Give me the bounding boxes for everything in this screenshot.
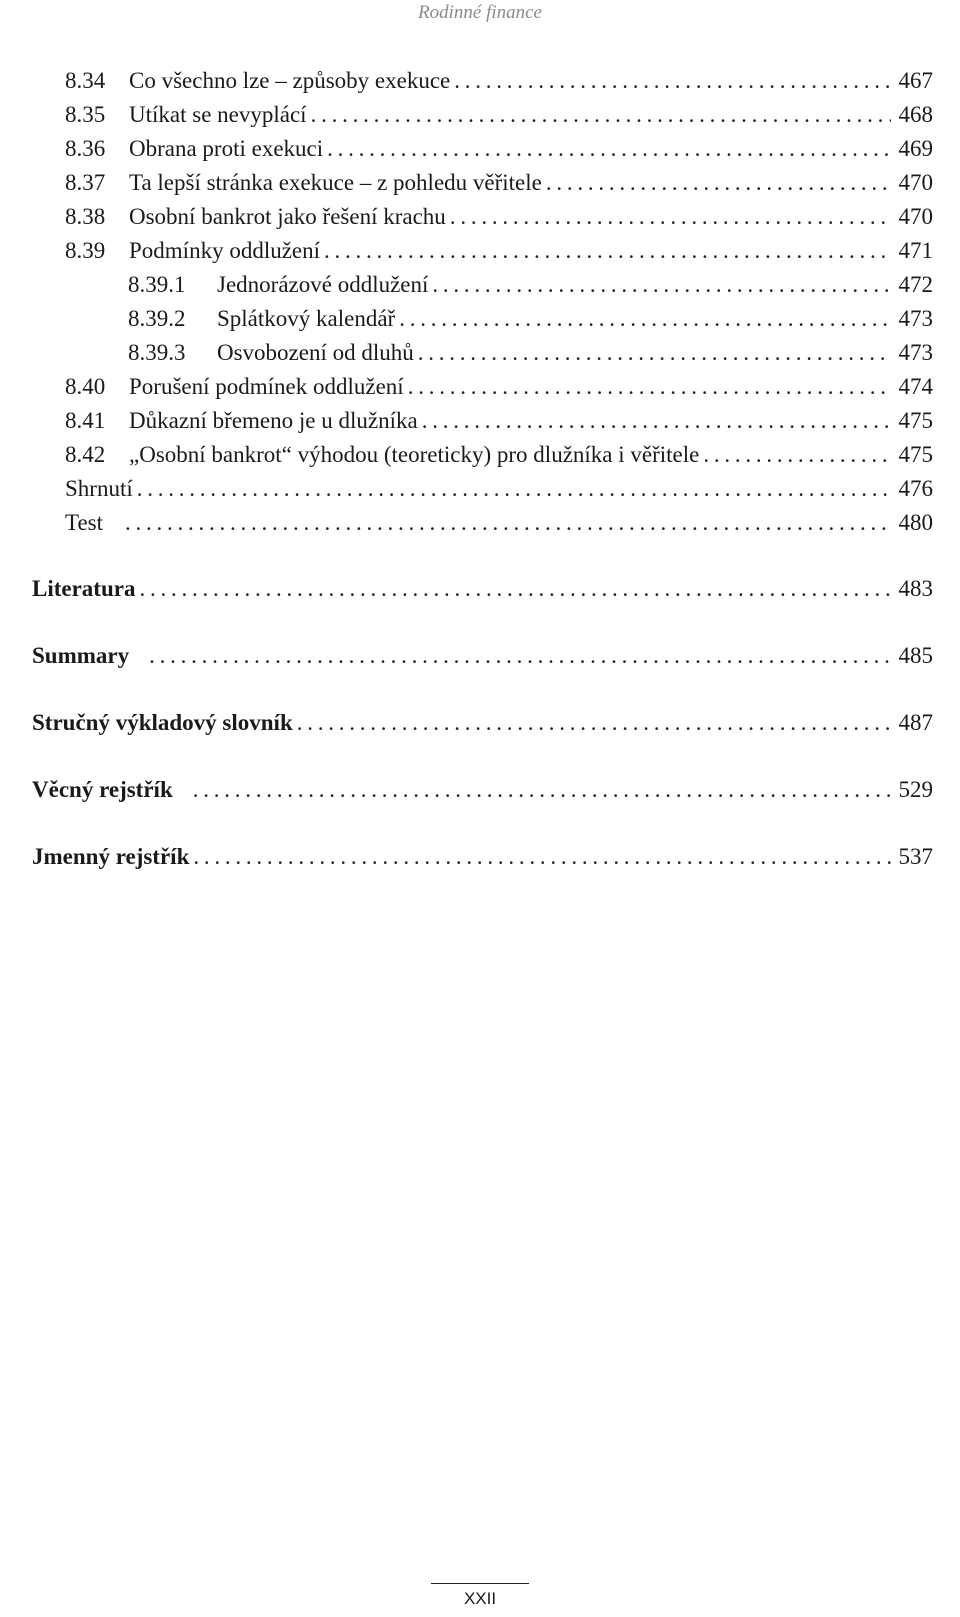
dot-leader [149, 641, 891, 671]
entry-title: Ta lepší stránka exekuce – z pohledu věřitele [129, 170, 542, 195]
dot-leader [125, 508, 891, 538]
toc-subentry[interactable] [128, 304, 933, 334]
page-number: XXII [463, 1589, 497, 1608]
toc-main-entry[interactable] [32, 574, 933, 604]
entry-number: 8.40 [65, 374, 106, 399]
dot-leader [193, 842, 891, 872]
entry-page: 469 [898, 136, 933, 161]
toc-subentry[interactable] [128, 270, 933, 300]
toc-main-entry[interactable] [32, 641, 933, 671]
entry-page: 529 [898, 777, 933, 802]
dot-leader [399, 304, 891, 334]
entry-page: 470 [898, 204, 933, 229]
dot-leader [311, 100, 891, 130]
entry-title: Utíkat se nevyplácí [129, 102, 307, 127]
toc-entry[interactable] [65, 236, 933, 266]
entry-title: Podmínky oddlužení [129, 238, 321, 263]
entry-title: Osobní bankrot jako řešení krachu [129, 204, 446, 229]
dot-leader [418, 338, 891, 368]
dot-leader [454, 66, 891, 96]
dot-leader [137, 474, 891, 504]
entry-title: Obrana proti exekuci [129, 136, 324, 161]
dot-leader [327, 134, 891, 164]
entry-title: Stručný výkladový slovník [32, 710, 293, 735]
entry-page: 487 [898, 710, 933, 735]
entry-title: Věcný rejstřík [32, 777, 173, 802]
toc-entry[interactable] [65, 202, 933, 232]
toc-subentry[interactable] [128, 338, 933, 368]
entry-title: Jmenný rejstřík [32, 844, 190, 869]
dot-leader [432, 270, 891, 300]
dot-leader [408, 372, 891, 402]
entry-page: 480 [898, 510, 933, 535]
entry-number: 8.39.2 [128, 306, 186, 331]
entry-title: Literatura [32, 576, 136, 601]
footer-rule [431, 1583, 529, 1584]
toc-main-entry[interactable] [32, 775, 933, 805]
dot-leader [422, 406, 891, 436]
dot-leader [703, 440, 891, 470]
entry-page: 473 [898, 340, 933, 365]
dot-leader [139, 574, 891, 604]
entry-number: 8.34 [65, 68, 106, 93]
entry-title: Summary [32, 643, 130, 668]
toc-entry[interactable] [65, 168, 933, 198]
entry-number: 8.35 [65, 102, 106, 127]
dot-leader [324, 236, 891, 266]
entry-page: 485 [898, 643, 933, 668]
entry-title: Porušení podmínek oddlužení [129, 374, 404, 399]
entry-page: 483 [898, 576, 933, 601]
toc-entry[interactable] [65, 100, 933, 130]
toc-entry[interactable] [65, 134, 933, 164]
entry-number: 8.36 [65, 136, 106, 161]
dot-leader [193, 775, 891, 805]
entry-title: Osvobození od dluhů [217, 340, 414, 365]
entry-page: 475 [898, 408, 933, 433]
entry-number: 8.37 [65, 170, 106, 195]
entry-page: 470 [898, 170, 933, 195]
entry-title: Co všechno lze – způsoby exekuce [129, 68, 451, 93]
entry-page: 474 [898, 374, 933, 399]
toc-main-entry[interactable] [32, 842, 933, 872]
entry-number: 8.38 [65, 204, 106, 229]
toc-main-entry[interactable] [32, 708, 933, 738]
entry-number: 8.39.1 [128, 272, 186, 297]
entry-number: 8.42 [65, 442, 106, 467]
entry-number: 8.39.3 [128, 340, 186, 365]
dot-leader [450, 202, 891, 232]
entry-page: 468 [898, 102, 933, 127]
entry-page: 476 [898, 476, 933, 501]
toc-entry-summary[interactable] [65, 474, 933, 504]
dot-leader [297, 708, 891, 738]
toc-entry[interactable] [65, 372, 933, 402]
entry-page: 467 [898, 68, 933, 93]
entry-page: 471 [898, 238, 933, 263]
toc-entry-test[interactable] [65, 508, 933, 538]
entry-page: 472 [898, 272, 933, 297]
toc-entry[interactable] [65, 440, 933, 470]
toc-entry[interactable] [65, 406, 933, 436]
entry-title: Důkazní břemeno je u dlužníka [129, 408, 418, 433]
entry-number: 8.41 [65, 408, 106, 433]
entry-title: Test [65, 510, 103, 535]
entry-page: 473 [898, 306, 933, 331]
entry-title: Splátkový kalendář [217, 306, 396, 331]
entry-title: Jednorázové oddlužení [217, 272, 429, 297]
toc-entry[interactable] [65, 66, 933, 96]
entry-title: Shrnutí [65, 476, 133, 501]
entry-page: 537 [898, 844, 933, 869]
entry-page: 475 [898, 442, 933, 467]
running-head: Rodinné finance [418, 2, 542, 23]
dot-leader [546, 168, 891, 198]
entry-number: 8.39 [65, 238, 106, 263]
entry-title: „Osobní bankrot“ výhodou (teoreticky) pro dlužníka i věřitele [129, 442, 700, 467]
